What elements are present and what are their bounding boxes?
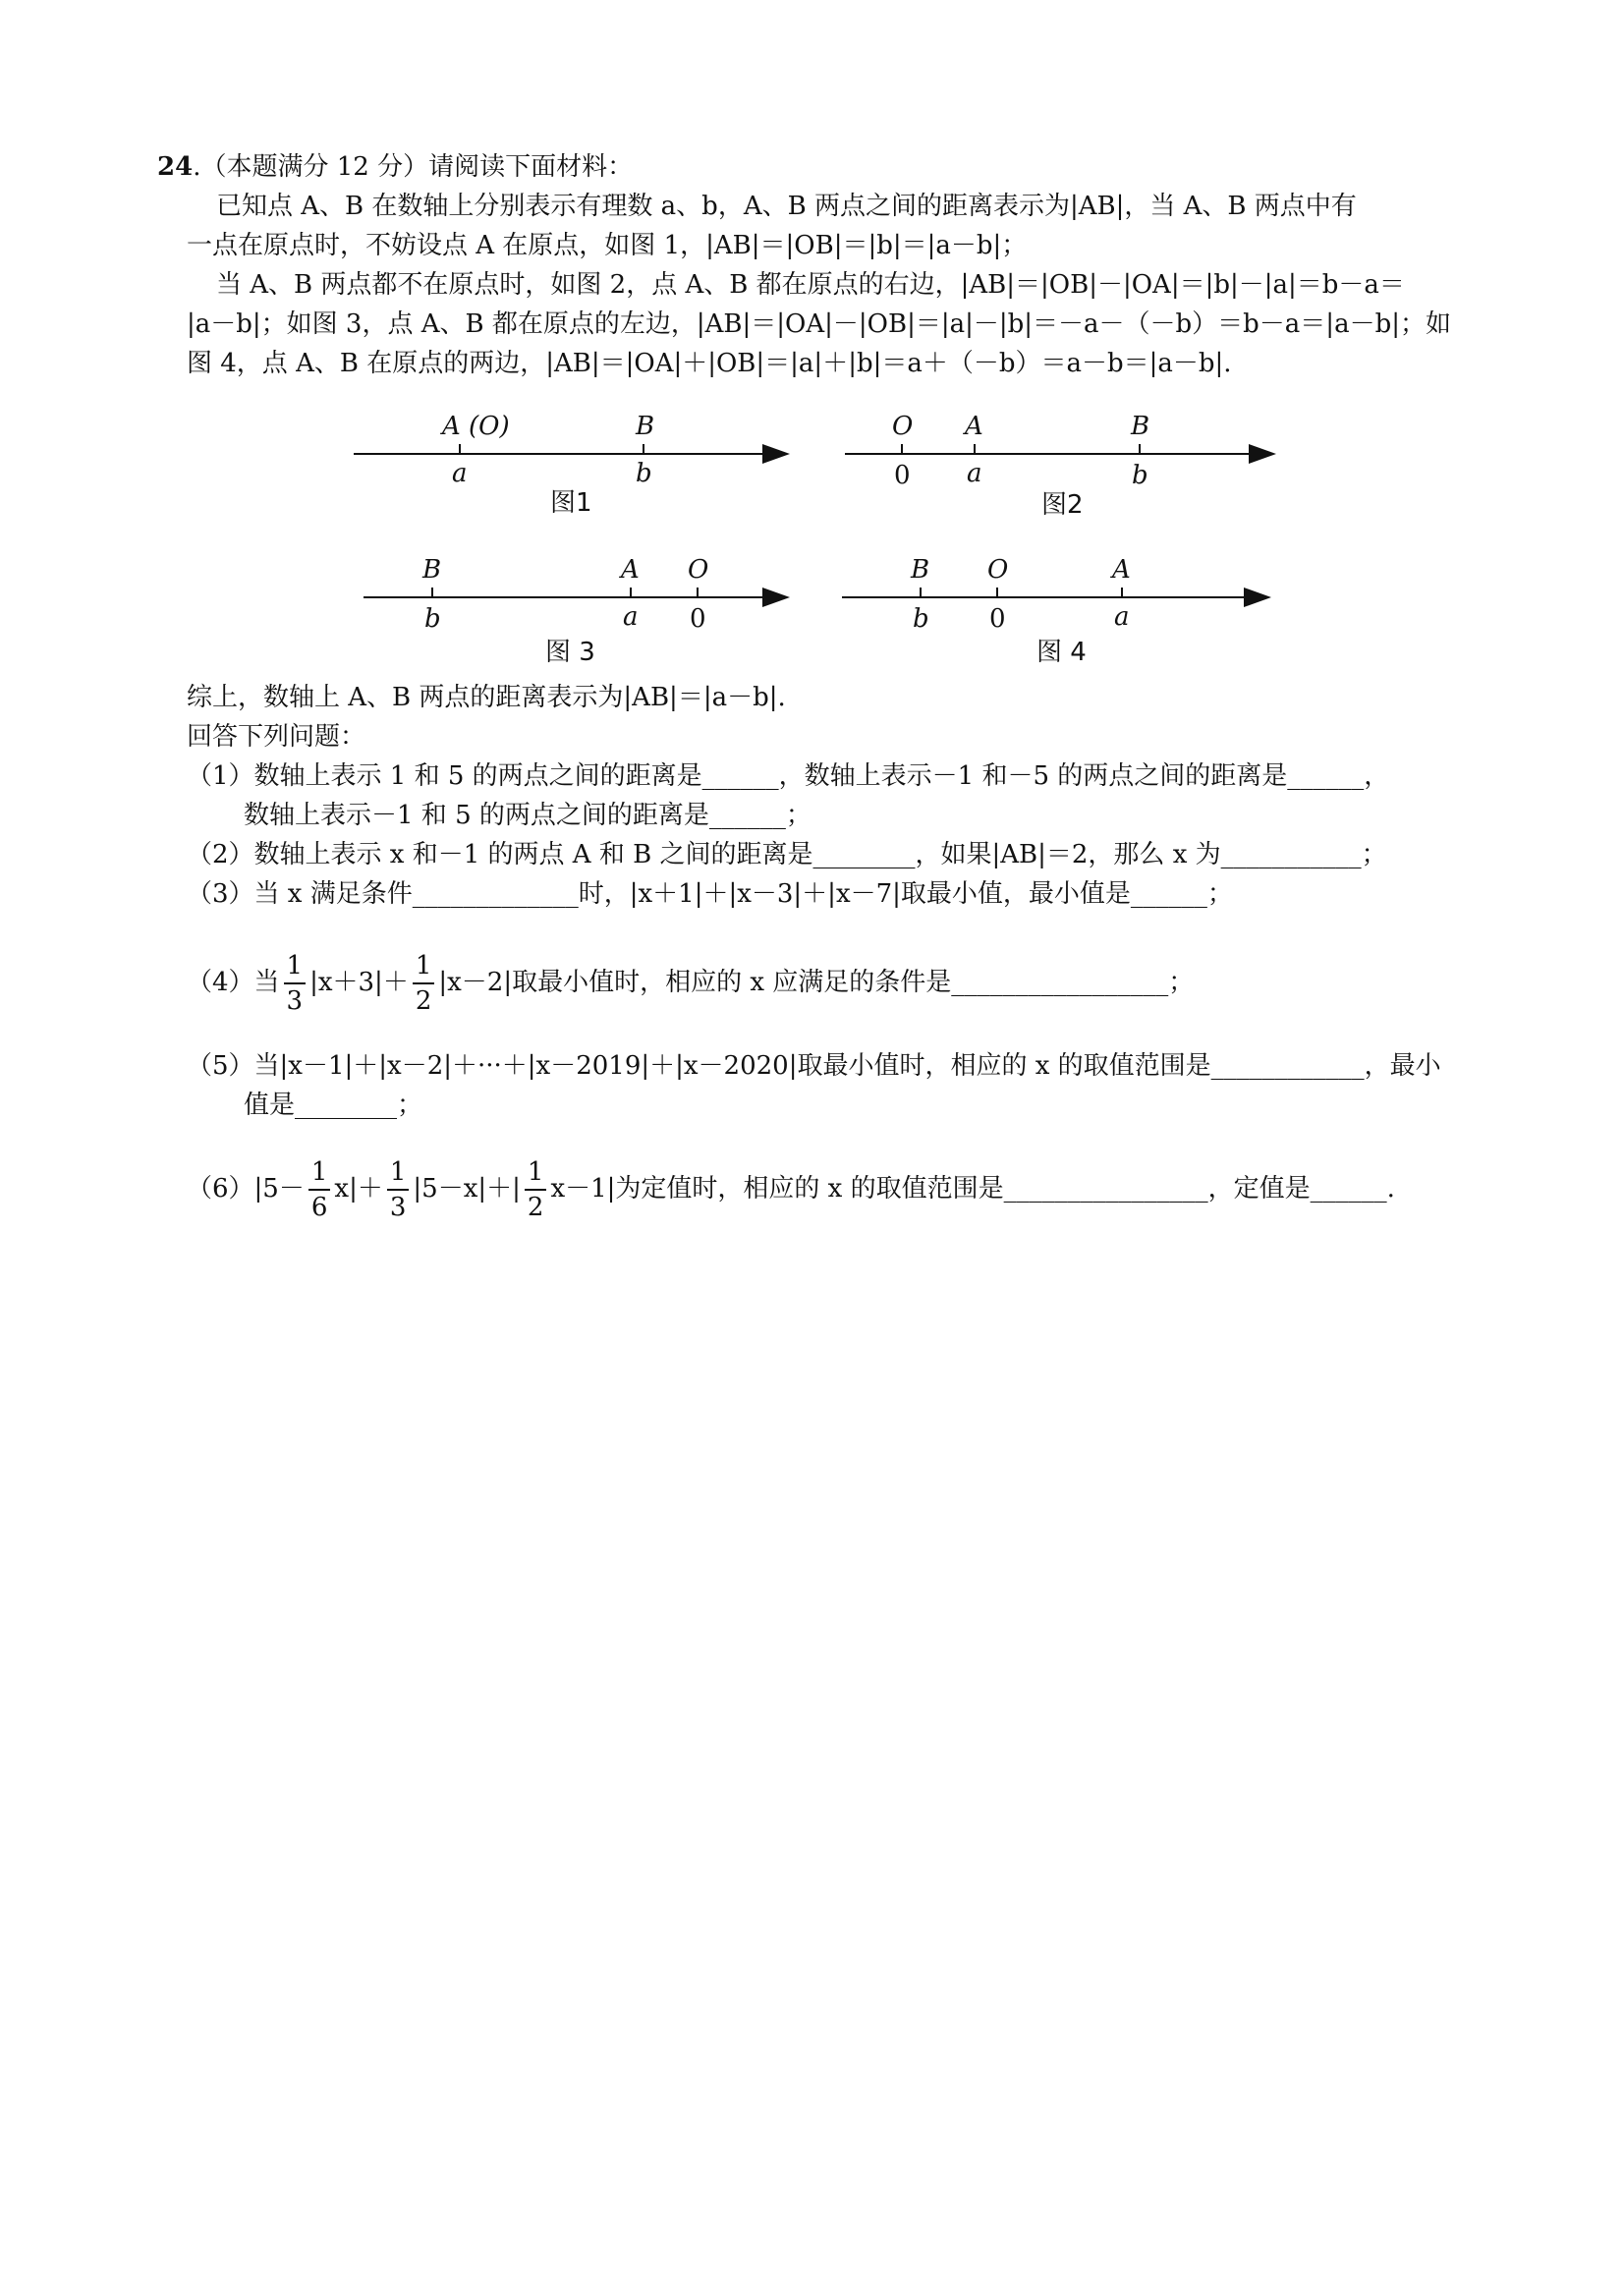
fig3-value-0: 0 [690, 604, 706, 634]
q4-frac1-den: 3 [286, 986, 304, 1016]
q6-frac2-num: 1 [387, 1159, 410, 1191]
intro-line-3: 当 A、B 两点都不在原点时，如图 2，点 A、B 都在原点的右边，|AB|＝|OB|－|OA|＝|b|－|a|＝b－a＝ [216, 270, 1405, 300]
q6-mid1: x|＋ [334, 1174, 383, 1204]
figures-svg [354, 393, 1336, 678]
fig4-caption: 图 4 [1036, 638, 1087, 667]
problem-header-text: .（本题满分 12 分）请阅读下面材料： [193, 152, 634, 182]
figure-1 [354, 412, 786, 518]
q6-fraction-2 [387, 1159, 410, 1220]
q4-fraction-1 [284, 953, 307, 1014]
fig4-label-o: O [987, 555, 1009, 585]
q4-fraction-2 [413, 953, 435, 1014]
q6-frac2-den: 3 [389, 1193, 407, 1222]
fig2-label-b: B [1131, 412, 1150, 441]
q6-mid2: |5－x|＋| [413, 1174, 521, 1204]
fig1-label-a-o: A (O) [442, 412, 510, 441]
fig2-caption: 图2 [1041, 490, 1084, 520]
fig2-value-0: 0 [894, 461, 911, 490]
fig3-caption: 图 3 [545, 638, 595, 667]
fig2-value-a: a [967, 459, 982, 488]
question-1-line-1: （1）数轴上表示 1 和 5 的两点之间的距离是______，数轴上表示－1 和－5 的两点之间的距离是______， [187, 761, 1390, 791]
fig1-caption: 图1 [550, 488, 592, 518]
answer-prompt: 回答下列问题： [187, 722, 366, 752]
q4-frac1-num: 1 [284, 953, 307, 984]
figure-3 [364, 555, 786, 667]
figure-4 [842, 555, 1267, 667]
summary-line: 综上，数轴上 A、B 两点的距离表示为|AB|＝|a－b|. [187, 683, 786, 712]
fig3-value-a: a [623, 602, 639, 632]
figure-2 [845, 412, 1272, 520]
q6-frac1-den: 6 [310, 1193, 328, 1222]
question-2: （2）数轴上表示 x 和－1 的两点 A 和 B 之间的距离是________，如果|AB|＝2，那么 x 为___________； [187, 840, 1387, 869]
problem-number: 24 [157, 152, 194, 182]
question-5-line-1: （5）当|x－1|＋|x－2|＋···＋|x－2019|＋|x－2020|取最小值时，相应的 x 的取值范围是____________，最小 [187, 1051, 1441, 1081]
q4-suffix: |x－2|取最小值时，相应的 x 应满足的条件是_________________； [438, 968, 1195, 997]
intro-line-5: 图 4，点 A、B 在原点的两边，|AB|＝|OA|＋|OB|＝|a|＋|b|＝a＋（－b）＝a－b＝|a－b|. [187, 349, 1232, 378]
fig1-label-b: B [636, 412, 655, 441]
q6-suffix: x－1|为定值时，相应的 x 的取值范围是________________，定值是______. [550, 1174, 1395, 1204]
q6-prefix: （6）|5－ [187, 1174, 305, 1204]
question-3: （3）当 x 满足条件_____________时，|x＋1|＋|x－3|＋|x－7|取最小值，最小值是______； [187, 879, 1233, 909]
q4-frac2-den: 2 [415, 986, 432, 1016]
fig4-value-b: b [913, 604, 929, 634]
fig4-value-a: a [1114, 602, 1130, 632]
q4-mid: |x＋3|＋ [309, 968, 409, 997]
question-5-line-2: 值是________； [244, 1091, 423, 1120]
q6-frac1-num: 1 [308, 1159, 331, 1191]
fig3-value-b: b [424, 604, 441, 634]
fig3-label-o: O [688, 555, 709, 585]
q6-frac3-num: 1 [525, 1159, 547, 1191]
fig4-label-a: A [1112, 555, 1131, 585]
fig1-value-a: a [452, 459, 468, 488]
q6-fraction-3 [525, 1159, 547, 1220]
fig4-label-b: B [911, 555, 930, 585]
fig3-label-a: A [621, 555, 640, 585]
question-6 [187, 1149, 1395, 1228]
intro-line-1: 已知点 A、B 在数轴上分别表示有理数 a、b，A、B 两点之间的距离表示为|AB|，当 A、B 两点中有 [216, 192, 1357, 221]
fig4-value-0: 0 [989, 604, 1006, 634]
fig2-label-a: A [965, 412, 983, 441]
fig3-label-b: B [422, 555, 442, 585]
fig1-value-b: b [636, 459, 652, 488]
intro-line-4: |a－b|；如图 3，点 A、B 都在原点的左边，|AB|＝|OA|－|OB|＝|a|－|b|＝－a－（－b）＝b－a＝|a－b|；如 [187, 309, 1451, 339]
question-4 [187, 943, 1194, 1022]
q6-fraction-1 [308, 1159, 331, 1220]
q6-frac3-den: 2 [527, 1193, 544, 1222]
number-line-figures [354, 393, 1336, 678]
q4-frac2-num: 1 [413, 953, 435, 984]
intro-line-2: 一点在原点时，不妨设点 A 在原点，如图 1，|AB|＝|OB|＝|b|＝|a－b|； [187, 231, 1028, 260]
question-1-line-2: 数轴上表示－1 和 5 的两点之间的距离是______； [244, 801, 812, 830]
fig2-value-b: b [1132, 461, 1148, 490]
fig2-label-o: O [892, 412, 914, 441]
problem-header [157, 147, 633, 187]
q4-prefix: （4）当 [187, 968, 280, 997]
